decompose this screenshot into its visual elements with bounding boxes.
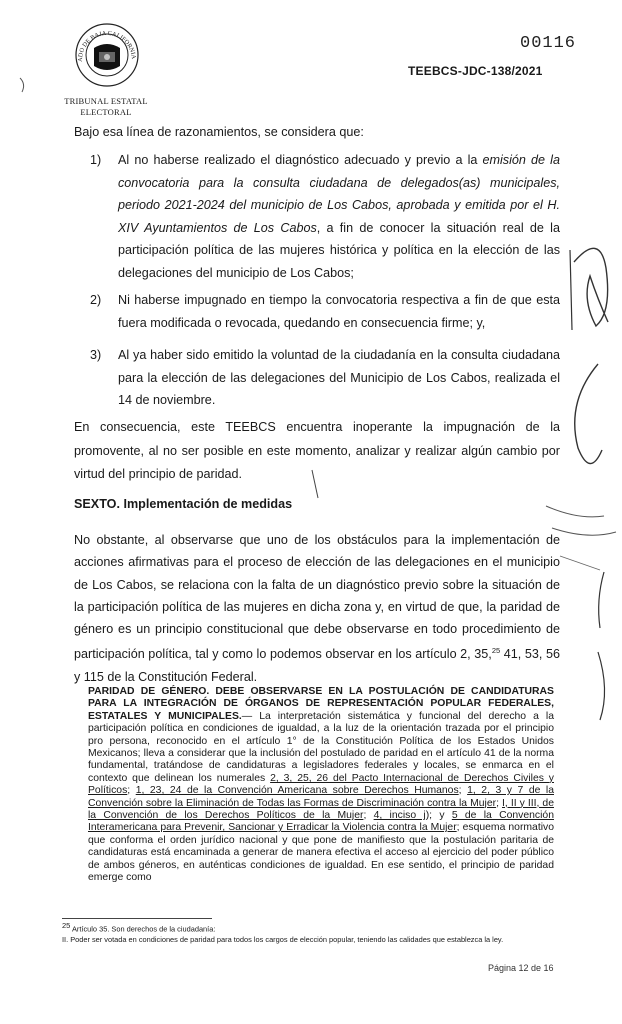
quote-citation: 1, 23, 24 de la Convención Americana sobre Derechos Humanos xyxy=(135,785,459,797)
footnote-number: 25 xyxy=(62,921,71,930)
quote-separator: ; xyxy=(496,797,503,809)
quote-text: ; esquema normativo que conforma el orden jurídico nacional y que pone de manifiesto que la postulación paritaria de candidaturas está encaminada a generar de manera efectiva el acceso al ejercicio del poder público de ambos géneros, en auténticas condiciones de igualdad. En ese sentido, el principio de paridad emerge como xyxy=(88,822,555,884)
list-item-text-pre: Al no haberse realizado el diagnóstico adecuado y previo a la xyxy=(118,153,483,167)
court-seal-icon xyxy=(74,22,140,88)
intro-line: Bajo esa línea de razonamientos, se considera que: xyxy=(74,125,364,139)
paragraph-text-before: No obstante, al observarse que uno de los obstáculos para la implementación de acciones afirmativas para el proceso de elección de las delegaciones en el municipio de Los Cabos, se relaciona con la falta de un diagnóstico previo sobre la situación de la participación política de las mujeres en dicha zona y, en virtud de que, la paridad de género es un principio constitucional que debe observarse en todo procedimiento de participación política, tal y como lo podemos observar en los artículo 2, 35, xyxy=(74,533,560,662)
quote-separator: ; xyxy=(127,785,136,797)
list-item-1 xyxy=(90,149,560,284)
paragraph-text-after: 41, 53, 56 y 115 de la Constitución Federal. xyxy=(74,647,560,684)
court-name-line2: ELECTORAL xyxy=(80,107,132,117)
stamp-number: 00116 xyxy=(520,34,577,53)
section-heading: SEXTO. Implementación de medidas xyxy=(74,497,293,511)
section-paragraph xyxy=(74,529,560,688)
court-name xyxy=(54,96,158,118)
quote-separator: ; xyxy=(458,785,468,797)
seal-text: ADO DE BAJA CALIFORNIA xyxy=(76,29,138,62)
page-number: Página 12 de 16 xyxy=(488,963,554,973)
footnote-reference[interactable]: 25 xyxy=(491,646,501,656)
list-item-2 xyxy=(90,289,560,334)
quote-citation: 4, inciso j xyxy=(373,810,426,822)
list-item-text-italic: emisión de la convocatoria para la consulta ciudadana de delegados(as) municipales, periodo 2021-2024 del municipio de Los Cabos, aprobada y emitida por el H. XIV Ayuntamientos de Los Cabos xyxy=(118,153,560,235)
list-item-text: Ni haberse impugnado en tiempo la convocatoria respectiva a fin de que esta fuera modificada o revocada, quedando en consecuencia firme; y, xyxy=(118,293,560,330)
footnote-divider xyxy=(62,918,212,919)
list-item-text: Al ya haber sido emitido la voluntad de la ciudadanía en la consulta ciudadana para la elección de las delegaciones del Municipio de Los Cabos, realizada el 14 de noviembre. xyxy=(118,348,560,407)
quote-text: — La interpretación sistemática y funcional del derecho a la participación política en condiciones de igualdad, a la luz de la orientación trazada por el principio pro persona, reconocido en el artículo 1° de la Constitución Política de los Estados Unidos Mexicanos; lleva a considerar que la inclusión del postulado de paridad en el artículo 41 de la norma fundamental, tratándose de candidaturas a legisladores federales y locales, se enmarca en el contexto que delinean los numerales xyxy=(88,710,554,784)
quote-title: PARIDAD DE GÉNERO. DEBE OBSERVARSE EN LA POSTULACIÓN DE CANDIDATURAS PARA LA INTEGRACIÓN DE ÓRGANOS DE REPRESENTACIÓN POPULAR FEDERALES, ESTATALES Y MUNICIPALES. xyxy=(88,686,554,722)
list-item-number: 3) xyxy=(90,348,102,362)
quote-citation: I, II y III, de la Convención de los Derechos Políticos de la Mujer xyxy=(88,797,554,822)
court-name-line1: TRIBUNAL ESTATAL xyxy=(64,96,148,106)
quote-citation: 5 de la Convención Interamericana para Prevenir, Sancionar y Erradicar la Violencia contra la Mujer xyxy=(88,810,554,834)
conclusion-paragraph: En consecuencia, este TEEBCS encuentra inoperante la impugnación de la promovente, al no ser posible en este momento, analizar y realizar algún cambio por virtud del principio de paridad. xyxy=(74,420,560,481)
quote-separator: ); y xyxy=(425,810,452,822)
jurisprudence-quote xyxy=(88,686,554,885)
footnote-line-2: II. Poder ser votada en condiciones de paridad para todos los cargos de elección popular, teniendo las calidades que establezca la ley. xyxy=(62,934,504,944)
list-item-text-post: , a fin de conocer la situación real de la participación política de las mujeres histórica y política en la elección de las delegaciones del municipio de Los Cabos; xyxy=(118,220,560,280)
quote-separator: ; xyxy=(363,810,374,822)
case-number: TEEBCS-JDC-138/2021 xyxy=(408,64,543,78)
quote-citation: 1, 2, 3 y 7 de la Convención sobre la Eliminación de Todas las Formas de Discriminación contra la Mujer xyxy=(88,785,554,809)
list-item-3 xyxy=(90,344,560,412)
footnote xyxy=(62,921,558,945)
quote-citation: 2, 3, 25, 26 del Pacto Internacional de Derechos Civiles y Políticos xyxy=(88,772,554,797)
list-item-number: 1) xyxy=(90,153,102,167)
footnote-line-1: Artículo 35. Son derechos de la ciudadanía: xyxy=(70,924,216,934)
list-item-number: 2) xyxy=(90,293,102,307)
